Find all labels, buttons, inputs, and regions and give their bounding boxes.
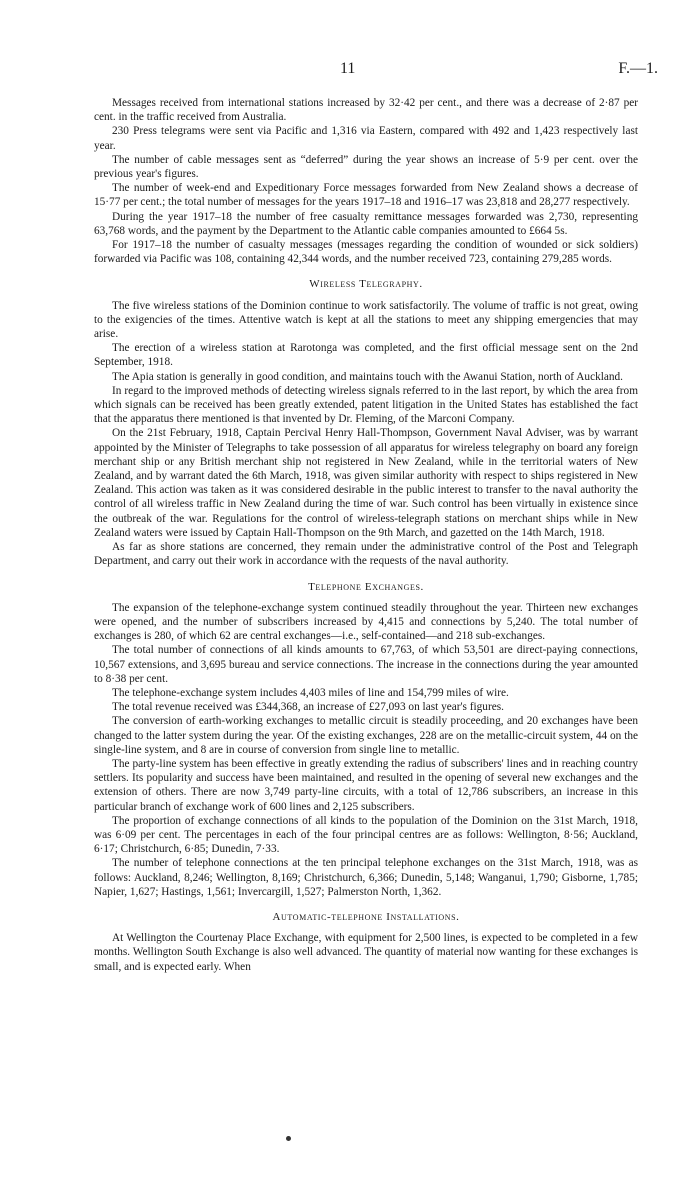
international-messages-section [94, 96, 638, 266]
paragraph: The total revenue received was £344,368, an increase of £27,093 on last year's figures. [112, 701, 504, 714]
paragraph: Messages received from international stations increased by 32·42 per cent., and there was a decrease of 2·87 per cent. in the traffic received from Australia. [94, 97, 638, 124]
paragraph: The erection of a wireless station at Rarotonga was completed, and the first official message sent on the 2nd September, 1918. [94, 342, 638, 369]
section-heading: Wireless Telegraphy. [309, 278, 423, 291]
paragraph: The telephone-exchange system includes 4,403 miles of line and 154,799 miles of wire. [112, 686, 509, 699]
automatic-telephone-section [94, 910, 638, 974]
document-reference: F.—1. [618, 60, 658, 77]
paragraph: The expansion of the telephone-exchange system continued steadily throughout the year. Thirteen new exchanges were opened, and the number of subscribers increased by 4,415 and connections by 5,240. The total number of exchanges is 280, of which 62 are central exchanges—i.e., self-contained—and 218 sub-exchanges. [94, 601, 638, 643]
section-heading: Automatic-telephone Installations. [272, 910, 460, 923]
paragraph: The five wireless stations of the Dominion continue to work satisfactorily. The volume of traffic is not great, owing to the exigencies of the times. Attentive watch is kept at all the stations to meet any shipping emergencies that may arise. [94, 299, 638, 341]
paragraph: At Wellington the Courtenay Place Exchange, with equipment for 2,500 lines, is expected to be completed in a few months. Wellington South Exchange is also well advanced. The quantity of material now wanting for these exchanges is small, and is expected early. When [94, 932, 638, 973]
paragraph: On the 21st February, 1918, Captain Percival Henry Hall-Thompson, Government Naval Adviser, was by warrant appointed by the Minister of Telegraphs to take possession of all apparatus for wireless telegraphy on board any foreign merchant ship or any British merchant ship not registered in New Zealand, while in the territorial waters of New Zealand, and by warrant dated the 6th March, 1918, was given similar authority with respect to ships registered in New Zealand. This action was taken as it was considered desirable in the public interest to transfer to the naval authority the control of all wireless traffic in New Zealand during the time of war. Such control has been virtually in existence since the outbreak of the war. Regulations for the control of wireless-telegraph stations on merchant ships while in New Zealand waters were issued by Captain Hall-Thompson on the 9th March, and gazetted on the 14th March, 1918. [94, 427, 638, 539]
paragraph: The conversion of earth-working exchanges to metallic circuit is steadily proceeding, and 20 exchanges have been changed to the latter system during the year. Of the existing exchanges, 228 are on the metallic-circuit system, 44 on the single-line system, and 8 are in course of conversion from single line to metallic. [94, 715, 638, 756]
page-header [0, 60, 700, 82]
paragraph: The total number of connections of all kinds amounts to 67,763, of which 53,501 are direct-paying connections, 10,567 extensions, and 3,695 bureau and service connections. The increase in the connections during the year amounted to 8·38 per cent. [94, 644, 638, 685]
page-number: 11 [340, 60, 356, 77]
section-heading: Telephone Exchanges. [308, 580, 424, 593]
paragraph: As far as shore stations are concerned, they remain under the administrative control of the Post and Telegraph Department, and carry out their work in accordance with the requests of the naval authority. [94, 541, 638, 568]
paragraph: 230 Press telegrams were sent via Pacific and 1,316 via Eastern, compared with 492 and 1,423 respectively last year. [94, 125, 638, 152]
paragraph: The Apia station is generally in good condition, and maintains touch with the Awanui Station, north of Auckland. [112, 370, 624, 383]
paragraph: The number of week-end and Expeditionary Force messages forwarded from New Zealand shows a decrease of 15·77 per cent.; the total number of messages for the years 1917–18 and 1916–17 was 23,818 and 28,277 respectively. [94, 182, 638, 209]
paragraph: The number of telephone connections at the ten principal telephone exchanges on the 31st March, 1918, was as follows: Auckland, 8,246; Wellington, 8,169; Christchurch, 6,366; Dunedin, 5,148; Wanganui, 1,790; Gisborne, 1,785; Napier, 1,627; Hastings, 1,561; Invercargill, 1,527; Palmerston North, 1,362. [94, 857, 638, 898]
telephone-exchanges-section [94, 580, 638, 899]
paragraph: The party-line system has been effective in greatly extending the radius of subscribers' lines and in reaching country settlers. Its popularity and success have been maintained, and resulted in the opening of several new exchanges and the extension of others. There are now 3,749 party-line circuits, with a total of 12,786 subscribers, an increase in this particular branch of exchange work of 600 lines and 2,125 subscribers. [94, 757, 638, 813]
paragraph: During the year 1917–18 the number of free casualty remittance messages forwarded was 2,730, representing 63,768 words, and the payment by the Department to the Atlantic cable companies amounted to £664 5s. [94, 210, 638, 237]
footer-dot-mark [286, 1136, 291, 1141]
document-body [94, 96, 638, 974]
paragraph: The proportion of exchange connections of all kinds to the population of the Dominion on the 31st March, 1918, was 6·09 per cent. The percentages in each of the four principal centres are as follows: Wellington, 8·56; Auckland, 6·17; Christchurch, 6·85; Dunedin, 7·33. [94, 814, 638, 856]
paragraph: The number of cable messages sent as “deferred” during the year shows an increase of 5·9 per cent. over the previous year's figures. [94, 153, 638, 181]
paragraph: In regard to the improved methods of detecting wireless signals referred to in the last report, by which the area from which signals can be received has been greatly extended, patent litigation in the United States has established the fact that the apparatus there mentioned is that invented by Dr. Fleming, of the Marconi Company. [94, 384, 638, 426]
wireless-telegraphy-section [94, 277, 638, 568]
paragraph: For 1917–18 the number of casualty messages (messages regarding the condition of wounded or sick soldiers) forwarded via Pacific was 108, containing 42,344 words, and the number received 723, containing 279,285 words. [94, 239, 638, 266]
